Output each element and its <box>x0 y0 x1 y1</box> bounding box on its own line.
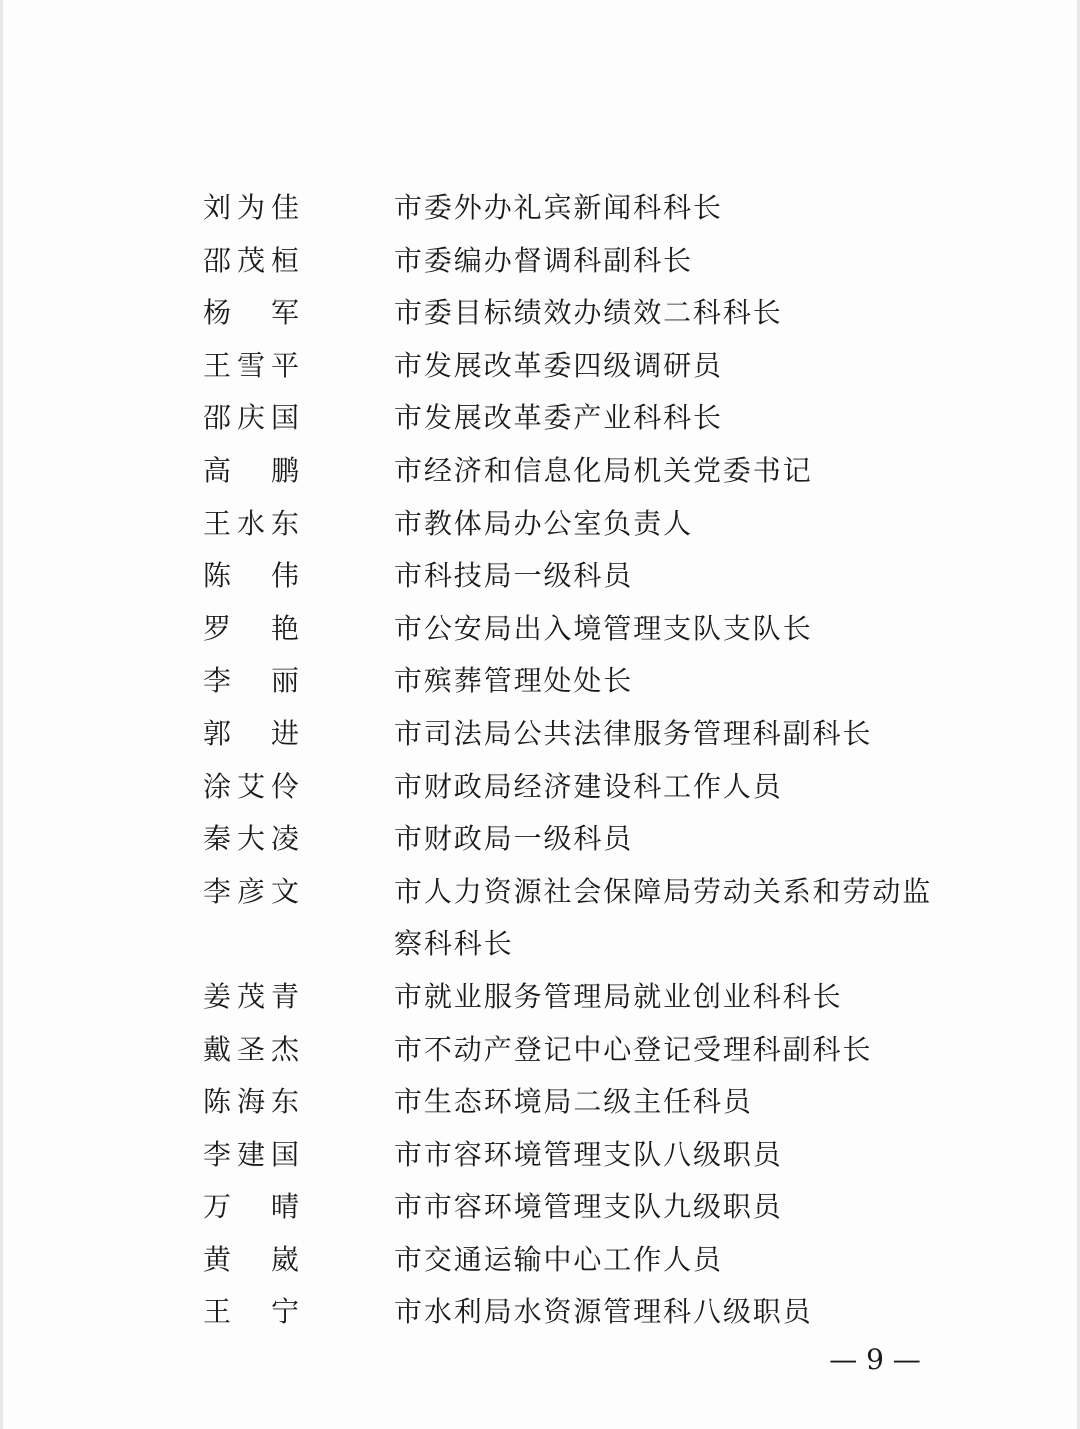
person-name: 邵庆国 <box>203 401 299 435</box>
person-title: 市科技局一级科员 <box>394 559 634 593</box>
person-title: 市司法局公共法律服务管理科副科长 <box>394 716 873 750</box>
person-name: 李建国 <box>203 1137 299 1171</box>
person-title: 市财政局经济建设科工作人员 <box>394 769 783 803</box>
list-item <box>0 813 1080 866</box>
person-title: 市委编办督调科副科长 <box>394 243 694 277</box>
list-item <box>0 1286 1080 1339</box>
person-name: 邵茂桓 <box>203 243 299 277</box>
person-name: 杨 军 <box>203 296 299 330</box>
list-item <box>0 182 1080 235</box>
person-title: 市教体局办公室负责人 <box>394 506 694 540</box>
person-name: 秦大凌 <box>203 822 299 856</box>
person-title: 市人力资源社会保障局劳动关系和劳动监察科科长 <box>394 874 933 961</box>
list-item <box>0 761 1080 814</box>
list-item <box>0 866 1080 971</box>
list-item <box>0 1129 1080 1182</box>
person-name: 戴圣杰 <box>203 1032 299 1066</box>
list-item <box>0 445 1080 498</box>
person-name: 涂艾伶 <box>203 769 299 803</box>
person-name: 李 丽 <box>203 664 299 698</box>
person-name: 王雪平 <box>203 348 299 382</box>
person-title: 市水利局水资源管理科八级职员 <box>394 1295 813 1329</box>
person-title: 市发展改革委四级调研员 <box>394 348 723 382</box>
list-item <box>0 1234 1080 1287</box>
list-item <box>0 708 1080 761</box>
person-title: 市发展改革委产业科科长 <box>394 401 723 435</box>
list-item <box>0 971 1080 1024</box>
person-title: 市不动产登记中心登记受理科副科长 <box>394 1032 873 1066</box>
person-title: 市市容环境管理支队八级职员 <box>394 1137 783 1171</box>
list-item <box>0 392 1080 445</box>
person-name: 陈 伟 <box>203 559 299 593</box>
list-item <box>0 1076 1080 1129</box>
person-title: 市经济和信息化局机关党委书记 <box>394 453 813 487</box>
page-number: — 9 — <box>829 1343 921 1376</box>
person-name: 陈海东 <box>203 1085 299 1119</box>
person-title: 市殡葬管理处处长 <box>394 664 634 698</box>
person-name: 刘为佳 <box>203 191 299 224</box>
roster-list <box>0 182 1080 1339</box>
person-name: 姜茂青 <box>203 979 299 1013</box>
list-item <box>0 287 1080 340</box>
person-name: 王水东 <box>203 506 299 540</box>
list-item <box>0 498 1080 551</box>
list-item <box>0 1181 1080 1234</box>
person-title: 市就业服务管理局就业创业科科长 <box>394 979 843 1013</box>
person-title: 市市容环境管理支队九级职员 <box>394 1190 783 1224</box>
list-item <box>0 655 1080 708</box>
list-item <box>0 550 1080 603</box>
person-name: 李彦文 <box>203 874 299 908</box>
list-item <box>0 1024 1080 1077</box>
person-title: 市委目标绩效办绩效二科科长 <box>394 296 783 330</box>
person-title: 市生态环境局二级主任科员 <box>394 1085 753 1119</box>
person-name: 高 鹏 <box>203 453 299 487</box>
person-name: 郭 进 <box>203 716 299 750</box>
list-item <box>0 340 1080 393</box>
person-title: 市委外办礼宾新闻科科长 <box>394 191 723 224</box>
list-item <box>0 603 1080 656</box>
person-title: 市交通运输中心工作人员 <box>394 1242 723 1276</box>
person-name: 罗 艳 <box>203 611 299 645</box>
person-name: 黄 崴 <box>203 1242 299 1276</box>
person-title: 市公安局出入境管理支队支队长 <box>394 611 813 645</box>
list-item <box>0 235 1080 288</box>
person-title: 市财政局一级科员 <box>394 822 634 856</box>
person-name: 万 晴 <box>203 1190 299 1224</box>
person-name: 王 宁 <box>203 1295 299 1329</box>
